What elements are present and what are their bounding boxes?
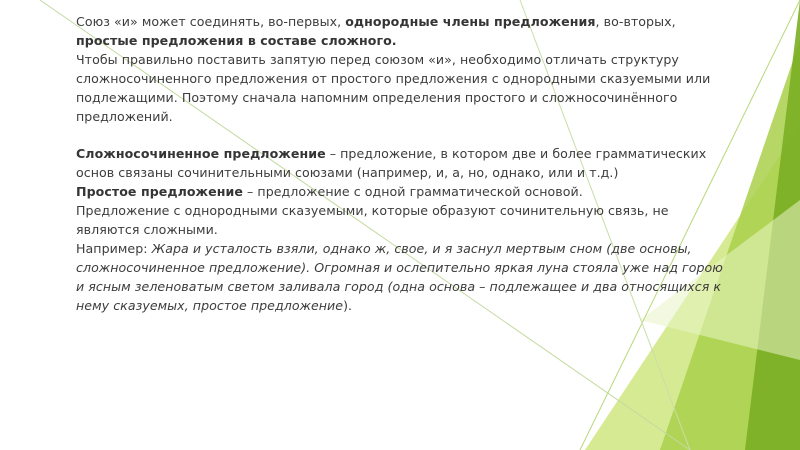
example-close: ).	[343, 297, 353, 313]
example-label: Например:	[76, 240, 152, 256]
homogeneous-note: Предложение с однородными сказуемыми, которые образуют сочинительную связь, не являются сложными.	[76, 203, 669, 237]
slide-text	[76, 13, 726, 315]
spacer	[76, 126, 726, 145]
example-text: Жара и усталость взяли, однако ж, свое, и я заснул мертвым сном (две основы, сложносочиненное предложение). Огромная и ослепительно яркая луна стояла уже над горою и ясным зеленоватым светом заливала город (одна основа – подлежащее и два относящихся к нему сказуемых, простое предложение	[76, 240, 723, 313]
intro-bold-2: простые предложения в составе сложного.	[76, 32, 397, 48]
intro-paragraph	[76, 13, 726, 51]
definition-compound-term: Сложносочиненное предложение	[76, 146, 326, 162]
intro-bold-1: однородные члены предложения	[345, 14, 596, 29]
definition-simple	[76, 183, 726, 202]
example-paragraph	[76, 240, 726, 316]
intro-text-2: , во-вторых,	[595, 14, 676, 29]
intro-text-1: Союз «и» может соединять, во-первых,	[76, 14, 346, 29]
definition-simple-term: Простое предложение	[76, 184, 243, 200]
definition-compound	[76, 145, 726, 183]
explanation-paragraph: Чтобы правильно поставить запятую перед союзом «и», необходимо отличать структуру сложносочиненного предложения от простого предложения с однородными сказуемыми или подлежащими. Поэтому сначала напомним определения простого и сложносочинённого предложений.	[76, 51, 711, 124]
definition-compound-text: – предложение, в котором две и более грамматических основ связаны сочинительными союзами (например, и, а, но, однако, или и т.д.)	[76, 146, 707, 181]
definition-simple-text: – предложение с одной грамматической основой.	[242, 184, 583, 200]
